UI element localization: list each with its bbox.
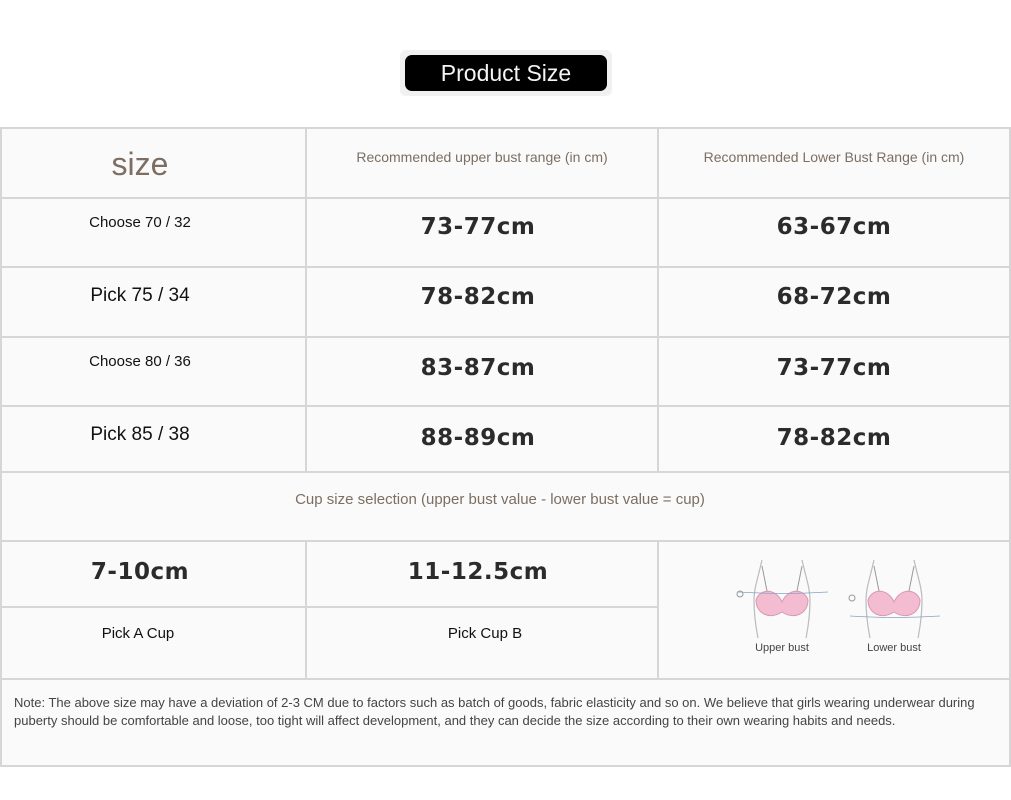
lower-bust-value: 73-77cm <box>776 355 892 381</box>
size-row-label: Pick 75 / 34 <box>90 285 190 306</box>
upper-bust-value: 73-77cm <box>420 214 536 240</box>
bra-torso-icon <box>844 558 944 640</box>
lower-bust-value: 68-72cm <box>776 284 892 310</box>
table-border-bottom <box>0 765 1011 767</box>
upper-bust-value: 88-89cm <box>420 425 536 451</box>
size-row-label: Choose 80 / 36 <box>89 352 191 370</box>
size-note: Note: The above size may have a deviation of 2-3 CM due to factors such as batch of goods, fabric elasticity and so on. We believe that girls wearing underwear during puberty should be comfortable and loose, too tight will affect development, and they can decide the size according to their own wearing habits and needs. <box>14 695 975 728</box>
upper-bust-caption: Upper bust <box>755 642 809 654</box>
lower-bust-value: 63-67cm <box>776 214 892 240</box>
cup-a-range: 7-10cm <box>90 559 190 585</box>
row-divider <box>0 678 1011 680</box>
lower-bust-value: 78-82cm <box>776 425 892 451</box>
cup-selection-text: Cup size selection (upper bust value - lower bust value = cup) <box>295 490 705 508</box>
bra-torso-icon <box>732 558 832 640</box>
page-title: Product Size <box>405 55 607 91</box>
lower-bust-header: Recommended Lower Bust Range (in cm) <box>703 149 965 165</box>
cup-b-label: Pick Cup B <box>447 624 523 642</box>
upper-bust-value: 83-87cm <box>420 355 536 381</box>
upper-bust-value: 78-82cm <box>420 284 536 310</box>
size-column-header: size <box>111 145 169 182</box>
lower-bust-caption: Lower bust <box>867 642 921 654</box>
upper-bust-header: Recommended upper bust range (in cm) <box>356 149 608 165</box>
cup-a-label: Pick A Cup <box>101 624 175 642</box>
size-row-label: Choose 70 / 32 <box>89 213 191 231</box>
cup-b-range: 11-12.5cm <box>407 559 549 585</box>
lower-bust-illustration <box>840 558 948 654</box>
size-row-label: Pick 85 / 38 <box>90 424 190 445</box>
upper-bust-illustration <box>728 558 836 654</box>
